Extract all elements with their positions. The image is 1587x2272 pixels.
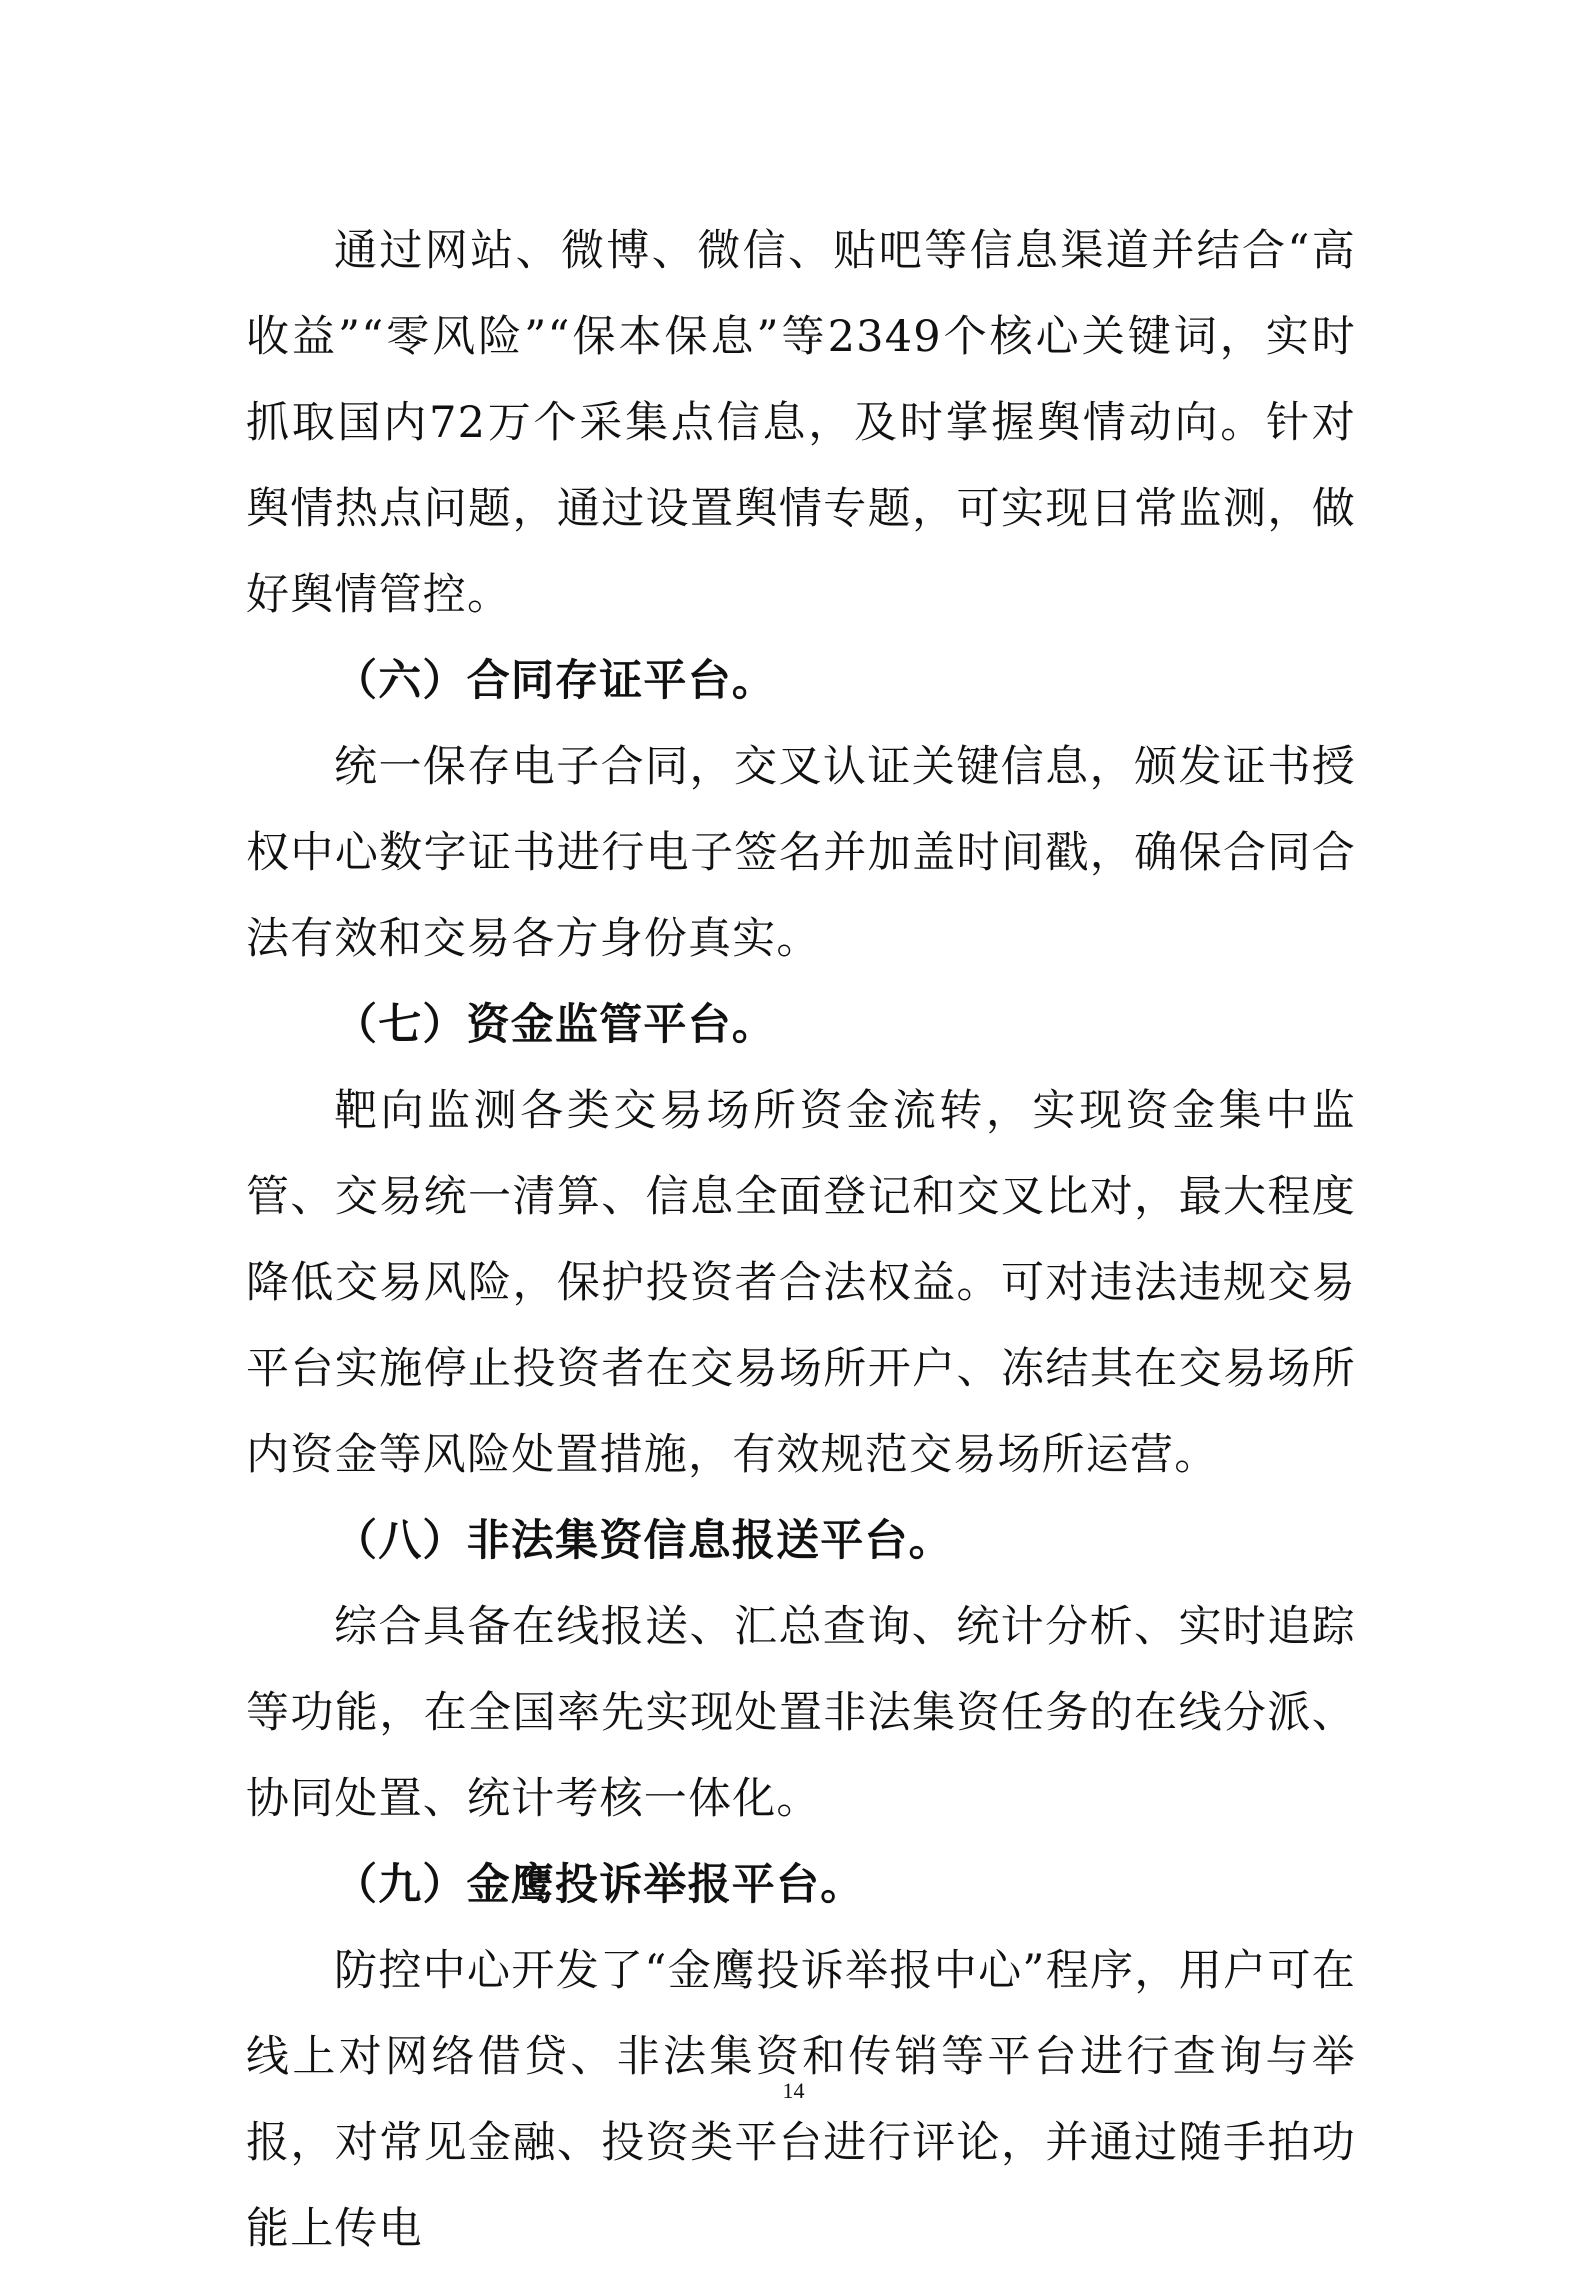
page-content [246, 208, 1356, 2272]
heading-fund-supervision-platform: （七）资金监管平台。 [334, 1000, 776, 1050]
heading-contract-deposit-platform: （六）合同存证平台。 [334, 656, 776, 706]
paragraph-sentiment-monitoring: 通过网站、微博、微信、贴吧等信息渠道并结合“高收益”“零风险”“保本保息”等2349个核心关键词，实时抓取国内72万个采集点信息，及时掌握舆情动向。针对舆情热点问题，通过设置舆情专题，可实现日常监测，做好舆情管控。 [246, 226, 1356, 620]
page-number: 14 [782, 2078, 805, 2103]
paragraph-contract-deposit: 统一保存电子合同，交叉认证关键信息，颁发证书授权中心数字证书进行电子签名并加盖时间戳，确保合同合法有效和交易各方身份真实。 [246, 742, 1356, 964]
paragraph-illegal-fundraising-reporting: 综合具备在线报送、汇总查询、统计分析、实时追踪等功能，在全国率先实现处置非法集资任务的在线分派、协同处置、统计考核一体化。 [246, 1602, 1356, 1824]
paragraph-fund-supervision: 靶向监测各类交易场所资金流转，实现资金集中监管、交易统一清算、信息全面登记和交叉比对，最大程度降低交易风险，保护投资者合法权益。可对违法违规交易平台实施停止投资者在交易场所开户、冻结其在交易场所内资金等风险处置措施，有效规范交易场所运营。 [246, 1086, 1356, 1480]
heading-jinying-complaint-platform: （九）金鹰投诉举报平台。 [334, 1860, 865, 1910]
paragraph-jinying-complaint: 防控中心开发了“金鹰投诉举报中心”程序，用户可在线上对网络借贷、非法集资和传销等平台进行查询与举报，对常见金融、投资类平台进行评论，并通过随手拍功能上传电 [246, 1946, 1356, 2254]
heading-illegal-fundraising-reporting-platform: （八）非法集资信息报送平台。 [334, 1516, 953, 1566]
